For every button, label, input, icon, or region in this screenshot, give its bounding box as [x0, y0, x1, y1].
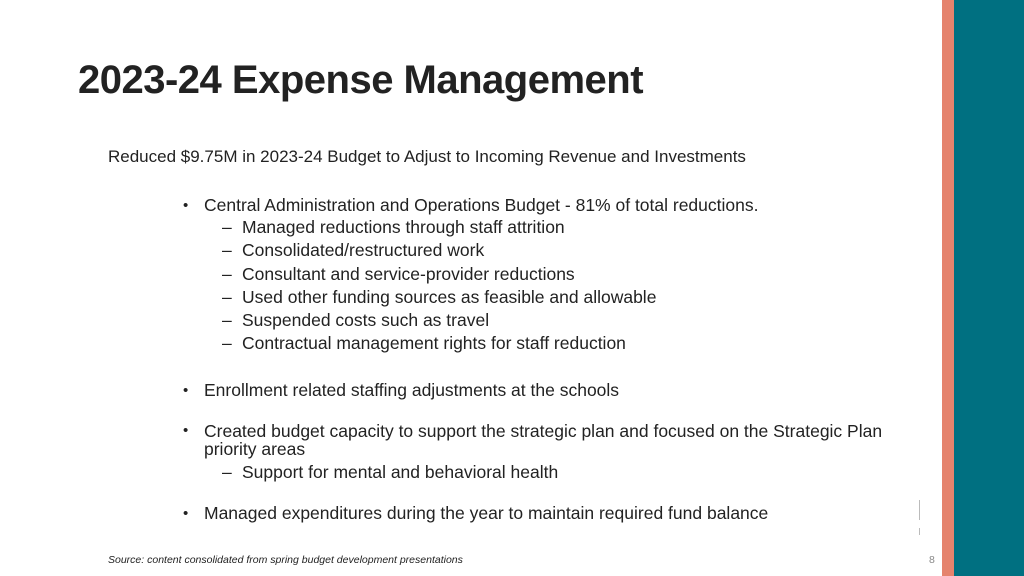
bullet-marker: •: [183, 381, 189, 399]
bullet-marker: •: [183, 421, 189, 439]
dash-marker: –: [222, 263, 232, 284]
sub-item: [183, 239, 883, 262]
bullet-text: Central Administration and Operations Budget - 81% of total reductions.: [204, 195, 759, 215]
bullet-item: [183, 503, 883, 524]
bullet-block: [183, 195, 883, 356]
bullet-text: Enrollment related staffing adjustments at the schools: [204, 379, 620, 400]
source-note: Source: content consolidated from spring budget development presentations: [108, 554, 463, 566]
bullet-list: [183, 195, 883, 524]
bullet-marker: •: [183, 197, 189, 214]
divider-line: [919, 528, 920, 535]
sub-item: [183, 216, 883, 239]
dash-marker: –: [222, 333, 232, 354]
sub-item: [183, 309, 883, 332]
dash-marker: –: [222, 286, 232, 307]
bullet-item: [183, 195, 883, 216]
sub-item-text: Consultant and service-provider reductions: [242, 263, 575, 284]
bullet-text: Created budget capacity to support the strategic plan and focused on the Strategic Plan priority areas: [204, 420, 883, 459]
sub-item: [183, 263, 883, 286]
accent-bar-coral: [942, 0, 954, 576]
divider-line: [919, 500, 920, 520]
bullet-item: [183, 380, 883, 401]
dash-marker: –: [222, 217, 232, 237]
bullet-marker: •: [183, 505, 189, 523]
sub-item: [183, 332, 883, 355]
dash-marker: –: [222, 310, 232, 331]
sub-item-text: Used other funding sources as feasible and allowable: [242, 286, 657, 307]
sub-item-text: Consolidated/restructured work: [242, 240, 485, 261]
bullet-item: [183, 422, 883, 458]
slide-title: 2023-24 Expense Management: [78, 58, 644, 102]
slide-subtitle: Reduced $9.75M in 2023-24 Budget to Adjust to Incoming Revenue and Investments: [108, 147, 746, 166]
sub-item: [183, 461, 883, 484]
dash-marker: –: [222, 240, 232, 261]
sub-item-text: Contractual management rights for staff reduction: [242, 333, 626, 354]
page-number: 8: [929, 554, 935, 566]
dash-marker: –: [222, 461, 232, 482]
sub-item: [183, 286, 883, 309]
sub-item-text: Suspended costs such as travel: [242, 310, 490, 331]
sub-item-text: Managed reductions through staff attrition: [242, 217, 565, 237]
bullet-block: [183, 422, 883, 484]
sub-item-text: Support for mental and behavioral health: [242, 461, 559, 482]
bullet-block: [183, 380, 883, 401]
bullet-text: Managed expenditures during the year to maintain required fund balance: [204, 503, 769, 524]
bullet-block: [183, 503, 883, 524]
accent-bar-teal: [954, 0, 1024, 576]
